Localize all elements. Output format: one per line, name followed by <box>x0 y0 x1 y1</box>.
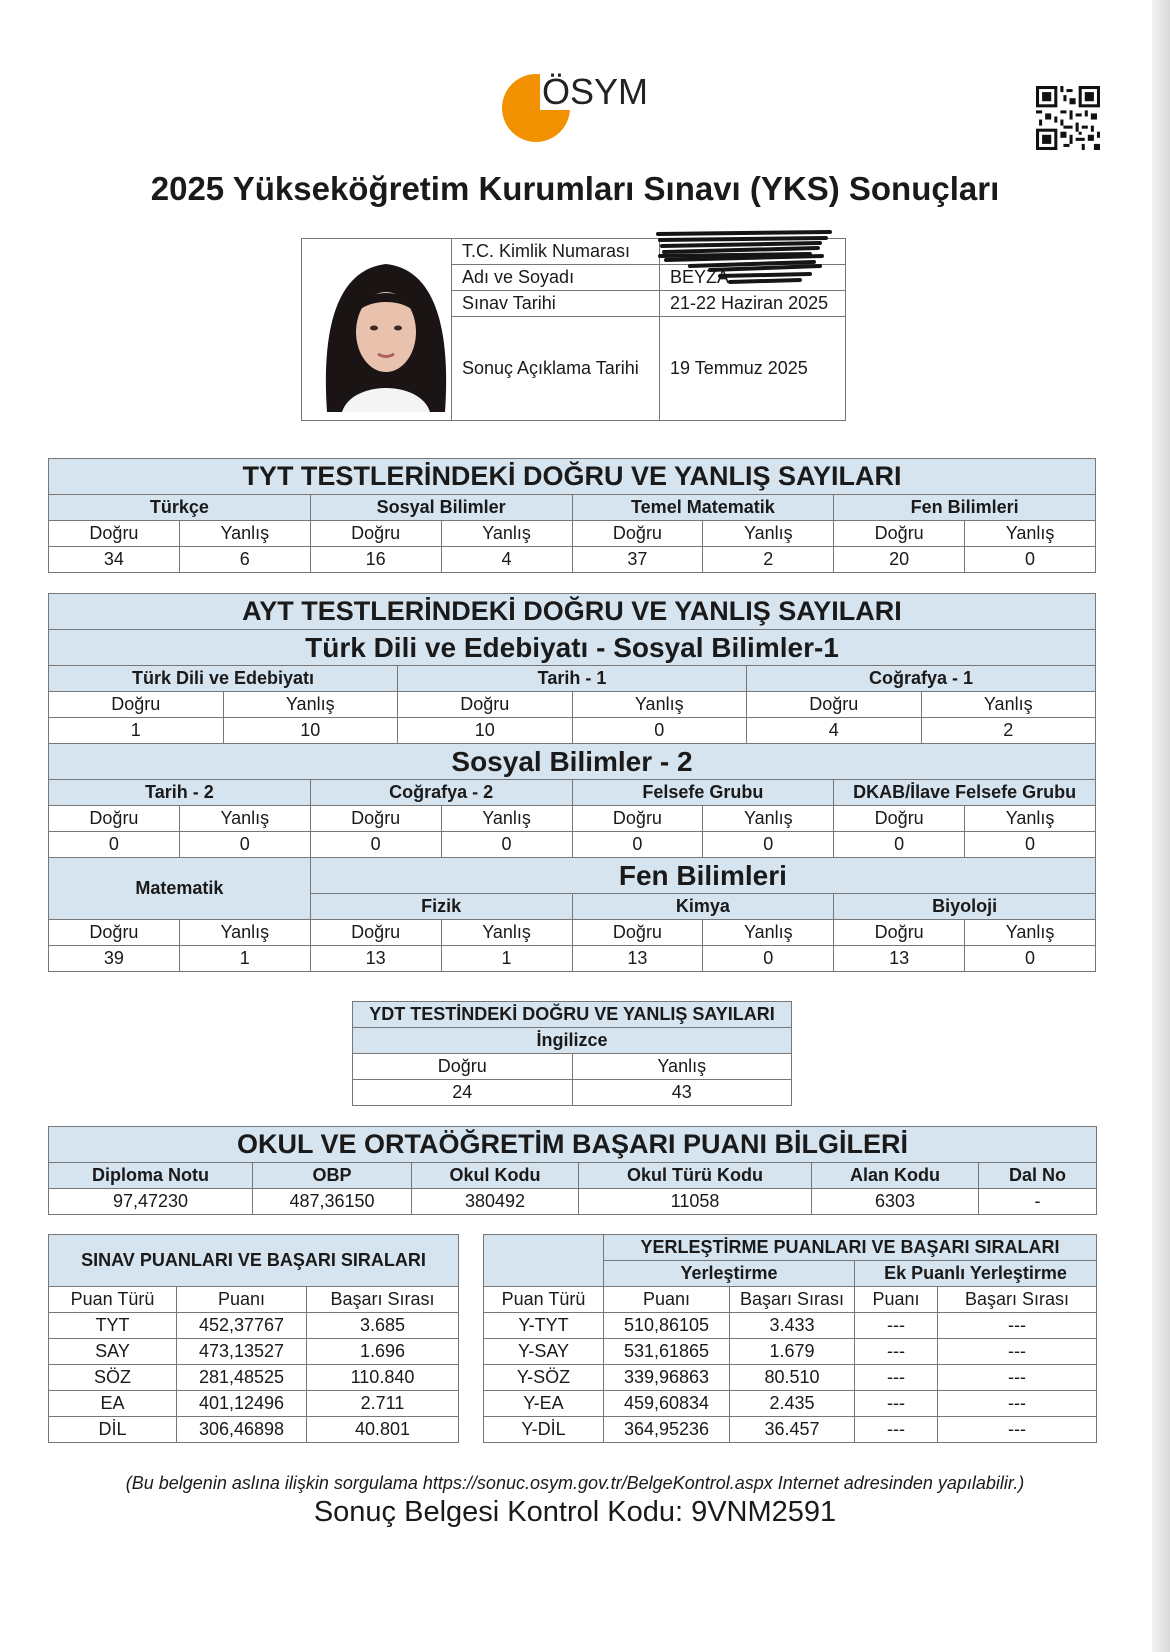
puan-turu: Y-SÖZ <box>484 1365 604 1391</box>
puan-turu: SAY <box>49 1339 177 1365</box>
yerlestirme-corner <box>484 1235 604 1287</box>
ayt-subject-dkab: DKAB/İlave Felsefe Grubu <box>834 780 1096 806</box>
puan: 306,46898 <box>177 1417 307 1443</box>
yanlis-label: Yanlış <box>921 692 1096 718</box>
basari-sirasi: 36.457 <box>730 1417 855 1443</box>
value-cell: 1 <box>179 946 310 972</box>
dogru-label: Doğru <box>310 920 441 946</box>
qr-code-icon <box>1036 86 1100 150</box>
value-cell: 20 <box>834 547 965 573</box>
candidate-photo-cell <box>302 239 452 421</box>
puan: 531,61865 <box>604 1339 730 1365</box>
basari-sirasi: 110.840 <box>307 1365 459 1391</box>
sinav-puanlari-section <box>48 1234 458 1443</box>
ydt-language: İngilizce <box>353 1028 792 1054</box>
basari-sirasi: 1.696 <box>307 1339 459 1365</box>
value-cell: 0 <box>703 832 834 858</box>
yanlis-label: Yanlış <box>179 806 310 832</box>
value-cell: 0 <box>965 547 1096 573</box>
dogru-label: Doğru <box>49 521 180 547</box>
column-header: Başarı Sırası <box>938 1287 1097 1313</box>
yanlis-label: Yanlış <box>441 521 572 547</box>
yanlis-label: Yanlış <box>965 806 1096 832</box>
dogru-label: Doğru <box>572 920 703 946</box>
yerlestirme-table <box>483 1234 1097 1443</box>
puan-turu: EA <box>49 1391 177 1417</box>
puan-turu: DİL <box>49 1417 177 1443</box>
candidate-photo <box>312 240 452 420</box>
puan-turu: SÖZ <box>49 1365 177 1391</box>
basari-sirasi: 1.679 <box>730 1339 855 1365</box>
basari-sirasi: 3.685 <box>307 1313 459 1339</box>
dogru-label: Doğru <box>747 692 922 718</box>
verification-note: (Bu belgenin aslına ilişkin sorgulama https://sonuc.osym.gov.tr/BelgeKontrol.aspx Internet adresinden yapılabilir.) <box>125 1473 1025 1493</box>
table-row <box>49 1365 459 1391</box>
table-row <box>484 1313 1097 1339</box>
value-cell: 0 <box>965 946 1096 972</box>
yanlis-label: Yanlış <box>703 920 834 946</box>
ek-basari-sirasi: --- <box>938 1339 1097 1365</box>
ayt-subject-kimya: Kimya <box>572 894 834 920</box>
yanlis-label: Yanlış <box>965 521 1096 547</box>
table-row <box>49 1313 459 1339</box>
ek-basari-sirasi: --- <box>938 1365 1097 1391</box>
table-row <box>484 1365 1097 1391</box>
tc-kimlik-label: T.C. Kimlik Numarası <box>452 239 660 265</box>
ayt-title: AYT TESTLERİNDEKİ DOĞRU VE YANLIŞ SAYILARI <box>49 594 1096 630</box>
tyt-subject-turkce: Türkçe <box>49 495 311 521</box>
value-cell: 2 <box>921 718 1096 744</box>
ayt-section <box>48 593 1096 972</box>
ydt-table <box>352 1001 792 1106</box>
ayt-subject-fizik: Fizik <box>310 894 572 920</box>
aciklama-tarihi-value: 19 Temmuz 2025 <box>660 317 846 421</box>
dogru-label: Doğru <box>353 1054 573 1080</box>
basari-sirasi: 3.433 <box>730 1313 855 1339</box>
okul-header: Dal No <box>979 1163 1097 1189</box>
value-cell: 13 <box>834 946 965 972</box>
puan: 510,86105 <box>604 1313 730 1339</box>
column-header: Başarı Sırası <box>730 1287 855 1313</box>
value-cell: 6 <box>179 547 310 573</box>
redaction-scribble <box>650 226 840 290</box>
dogru-label: Doğru <box>572 806 703 832</box>
ek-puan: --- <box>855 1339 938 1365</box>
value-cell: 43 <box>572 1080 792 1106</box>
value-cell: 13 <box>310 946 441 972</box>
value-cell: 0 <box>49 832 180 858</box>
column-header: Puanı <box>177 1287 307 1313</box>
ek-puan: --- <box>855 1391 938 1417</box>
okul-header: Okul Kodu <box>412 1163 579 1189</box>
ek-puan: --- <box>855 1313 938 1339</box>
yanlis-label: Yanlış <box>179 920 310 946</box>
basari-sirasi: 2.435 <box>730 1391 855 1417</box>
sinav-tarihi-value: 21-22 Haziran 2025 <box>660 291 846 317</box>
value-cell: 4 <box>747 718 922 744</box>
value-cell: 1 <box>441 946 572 972</box>
sinav-tarihi-label: Sınav Tarihi <box>452 291 660 317</box>
yanlis-label: Yanlış <box>179 521 310 547</box>
tyt-table <box>48 458 1096 573</box>
value-cell: 0 <box>310 832 441 858</box>
yanlis-label: Yanlış <box>572 692 747 718</box>
value-cell: 16 <box>310 547 441 573</box>
ayt-subject-biyoloji: Biyoloji <box>834 894 1096 920</box>
ydt-title: YDT TESTİNDEKİ DOĞRU VE YANLIŞ SAYILARI <box>353 1002 792 1028</box>
yanlis-label: Yanlış <box>441 806 572 832</box>
yerlestirme-section <box>483 1234 1096 1443</box>
okul-header: Alan Kodu <box>812 1163 979 1189</box>
puan: 281,48525 <box>177 1365 307 1391</box>
yanlis-label: Yanlış <box>441 920 572 946</box>
value-cell: 0 <box>179 832 310 858</box>
ad-soyad-label: Adı ve Soyadı <box>452 265 660 291</box>
puan-turu: TYT <box>49 1313 177 1339</box>
ayt-s1-title: Türk Dili ve Edebiyatı - Sosyal Bilimler-1 <box>49 630 1096 666</box>
column-header: Puanı <box>604 1287 730 1313</box>
puan: 473,13527 <box>177 1339 307 1365</box>
ek-puan: --- <box>855 1417 938 1443</box>
page-edge <box>1152 0 1170 1652</box>
value-cell: 487,36150 <box>253 1189 412 1215</box>
puan: 459,60834 <box>604 1391 730 1417</box>
table-row <box>49 1339 459 1365</box>
table-row <box>484 1339 1097 1365</box>
tyt-section <box>48 458 1096 573</box>
page-title: 2025 Yükseköğretim Kurumları Sınavı (YKS) Sonuçları <box>150 170 1000 207</box>
dogru-label: Doğru <box>834 920 965 946</box>
puan: 401,12496 <box>177 1391 307 1417</box>
puan-turu: Y-TYT <box>484 1313 604 1339</box>
okul-title: OKUL VE ORTAÖĞRETİM BAŞARI PUANI BİLGİLERİ <box>49 1127 1097 1163</box>
aciklama-tarihi-label: Sonuç Açıklama Tarihi <box>452 317 660 421</box>
puan: 452,37767 <box>177 1313 307 1339</box>
okul-section <box>48 1126 1096 1215</box>
dogru-label: Doğru <box>572 521 703 547</box>
value-cell: 6303 <box>812 1189 979 1215</box>
tyt-subject-sosyal: Sosyal Bilimler <box>310 495 572 521</box>
value-cell: 0 <box>965 832 1096 858</box>
okul-header: Okul Türü Kodu <box>579 1163 812 1189</box>
value-cell: 0 <box>572 718 747 744</box>
yerlestirme-title: YERLEŞTİRME PUANLARI VE BAŞARI SIRALARI <box>604 1235 1097 1261</box>
control-code: Sonuç Belgesi Kontrol Kodu: 9VNM2591 <box>313 1496 837 1528</box>
ek-basari-sirasi: --- <box>938 1313 1097 1339</box>
ek-puanli-group: Ek Puanlı Yerleştirme <box>855 1261 1097 1287</box>
osym-logo <box>502 68 652 148</box>
value-cell: 4 <box>441 547 572 573</box>
ayt-table <box>48 593 1096 972</box>
value-cell: 10 <box>398 718 573 744</box>
ek-basari-sirasi: --- <box>938 1417 1097 1443</box>
value-cell: - <box>979 1189 1097 1215</box>
value-cell: 13 <box>572 946 703 972</box>
logo-text: ÖSYM <box>542 71 649 112</box>
value-cell: 39 <box>49 946 180 972</box>
dogru-label: Doğru <box>49 806 180 832</box>
ayt-subject-tarih1: Tarih - 1 <box>398 666 747 692</box>
dogru-label: Doğru <box>834 806 965 832</box>
yanlis-label: Yanlış <box>703 521 834 547</box>
yanlis-label: Yanlış <box>703 806 834 832</box>
column-header: Puanı <box>855 1287 938 1313</box>
yanlis-label: Yanlış <box>572 1054 792 1080</box>
dogru-label: Doğru <box>310 806 441 832</box>
tyt-subject-matematik: Temel Matematik <box>572 495 834 521</box>
value-cell: 0 <box>703 946 834 972</box>
okul-header: OBP <box>253 1163 412 1189</box>
value-cell: 380492 <box>412 1189 579 1215</box>
value-cell: 37 <box>572 547 703 573</box>
ayt-subject-cografya1: Coğrafya - 1 <box>747 666 1096 692</box>
value-cell: 0 <box>572 832 703 858</box>
sinav-puanlari-title: SINAV PUANLARI VE BAŞARI SIRALARI <box>49 1235 459 1287</box>
puan: 339,96863 <box>604 1365 730 1391</box>
value-cell: 97,47230 <box>49 1189 253 1215</box>
table-row <box>49 1417 459 1443</box>
column-header: Puan Türü <box>484 1287 604 1313</box>
yerlestirme-group: Yerleştirme <box>604 1261 855 1287</box>
okul-table <box>48 1126 1097 1215</box>
ek-puan: --- <box>855 1365 938 1391</box>
puan-turu: Y-SAY <box>484 1339 604 1365</box>
value-cell: 0 <box>834 832 965 858</box>
ad-soyad-value: BEYZA <box>660 265 846 291</box>
okul-header: Diploma Notu <box>49 1163 253 1189</box>
puan-turu: Y-EA <box>484 1391 604 1417</box>
table-row <box>484 1391 1097 1417</box>
ayt-subject-tarih2: Tarih - 2 <box>49 780 311 806</box>
ayt-matematik-title: Matematik <box>49 858 311 920</box>
sinav-puanlari-table <box>48 1234 459 1443</box>
value-cell: 0 <box>441 832 572 858</box>
ydt-section <box>352 1001 792 1106</box>
tyt-subject-fen: Fen Bilimleri <box>834 495 1096 521</box>
column-header: Puan Türü <box>49 1287 177 1313</box>
dogru-label: Doğru <box>310 521 441 547</box>
ayt-subject-edebiyat: Türk Dili ve Edebiyatı <box>49 666 398 692</box>
ayt-fen-title: Fen Bilimleri <box>310 858 1095 894</box>
value-cell: 11058 <box>579 1189 812 1215</box>
value-cell: 10 <box>223 718 398 744</box>
puan-turu: Y-DİL <box>484 1417 604 1443</box>
dogru-label: Doğru <box>834 521 965 547</box>
tyt-title: TYT TESTLERİNDEKİ DOĞRU VE YANLIŞ SAYILARI <box>49 459 1096 495</box>
value-cell: 24 <box>353 1080 573 1106</box>
basari-sirasi: 40.801 <box>307 1417 459 1443</box>
dogru-label: Doğru <box>49 920 180 946</box>
ayt-subject-cografya2: Coğrafya - 2 <box>310 780 572 806</box>
value-cell: 1 <box>49 718 224 744</box>
value-cell: 34 <box>49 547 180 573</box>
yanlis-label: Yanlış <box>965 920 1096 946</box>
table-row <box>49 1391 459 1417</box>
dogru-label: Doğru <box>398 692 573 718</box>
ek-basari-sirasi: --- <box>938 1391 1097 1417</box>
puan: 364,95236 <box>604 1417 730 1443</box>
column-header: Başarı Sırası <box>307 1287 459 1313</box>
yanlis-label: Yanlış <box>223 692 398 718</box>
value-cell: 2 <box>703 547 834 573</box>
table-row <box>484 1417 1097 1443</box>
basari-sirasi: 2.711 <box>307 1391 459 1417</box>
basari-sirasi: 80.510 <box>730 1365 855 1391</box>
ayt-subject-felsefe: Felsefe Grubu <box>572 780 834 806</box>
ayt-s2-title: Sosyal Bilimler - 2 <box>49 744 1096 780</box>
dogru-label: Doğru <box>49 692 224 718</box>
